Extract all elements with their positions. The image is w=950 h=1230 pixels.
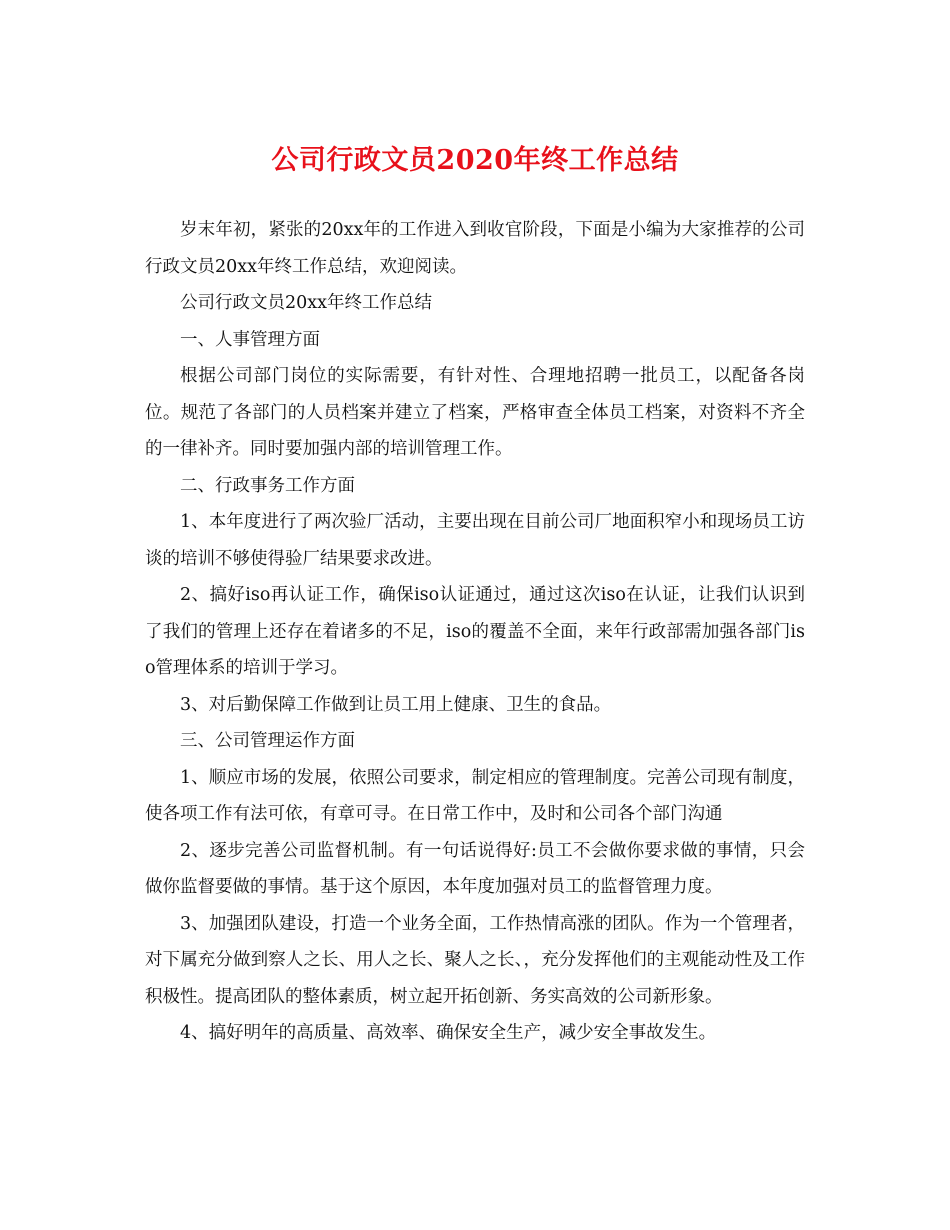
document-body [145, 212, 805, 1052]
paragraph-admin-3: 3、对后勤保障工作做到让员工用上健康、卫生的食品。 [180, 694, 612, 715]
paragraph-subtitle: 公司行政文员20xx年终工作总结 [180, 293, 433, 313]
document-title: 公司行政文员2020年终工作总结 [271, 145, 679, 176]
paragraph-management-1: 1、顺应市场的发展，依照公司要求，制定相应的管理制度。完善公司现有制度，使各项工作有法可依，有章可寻。在日常工作中，及时和公司各个部门沟通 [145, 767, 805, 824]
paragraph-personnel: 根据公司部门岗位的实际需要，有针对性、合理地招聘一批员工，以配备各岗位。规范了各部门的人员档案并建立了档案，严格审查全体员工档案，对资料不齐全的一律补齐。同时要加强内部的培训管理工作。 [145, 366, 805, 459]
paragraph-intro: 岁末年初，紧张的20xx年的工作进入到收官阶段，下面是小编为大家推荐的公司行政文员20xx年终工作总结，欢迎阅读。 [145, 220, 805, 277]
section-heading-personnel: 一、人事管理方面 [180, 329, 320, 350]
paragraph-management-2: 2、逐步完善公司监督机制。有一句话说得好:员工不会做你要求做的事情，只会做你监督要做的事情。基于这个原因，本年度加强对员工的监督管理力度。 [145, 840, 805, 897]
paragraph-admin-1: 1、本年度进行了两次验厂活动，主要出现在目前公司厂地面积窄小和现场员工访谈的培训不够使得验厂结果要求改进。 [145, 512, 805, 569]
section-heading-admin: 二、行政事务工作方面 [180, 475, 355, 496]
section-heading-management: 三、公司管理运作方面 [180, 731, 355, 751]
paragraph-management-4: 4、搞好明年的高质量、高效率、确保安全生产，减少安全事故发生。 [180, 1023, 717, 1043]
paragraph-admin-2: 2、搞好iso再认证工作，确保iso认证通过，通过这次iso在认证，让我们认识到了我们的管理上还存在着诸多的不足，iso的覆盖不全面，来年行政部需加强各部门iso管理体系的培训于学习。 [145, 585, 805, 678]
paragraph-management-3: 3、加强团队建设，打造一个业务全面，工作热情高涨的团队。作为一个管理者，对下属充分做到察人之长、用人之长、聚人之长、，充分发挥他们的主观能动性及工作积极性。提高团队的整体素质，树立起开拓创新、务实高效的公司新形象。 [145, 913, 805, 1007]
